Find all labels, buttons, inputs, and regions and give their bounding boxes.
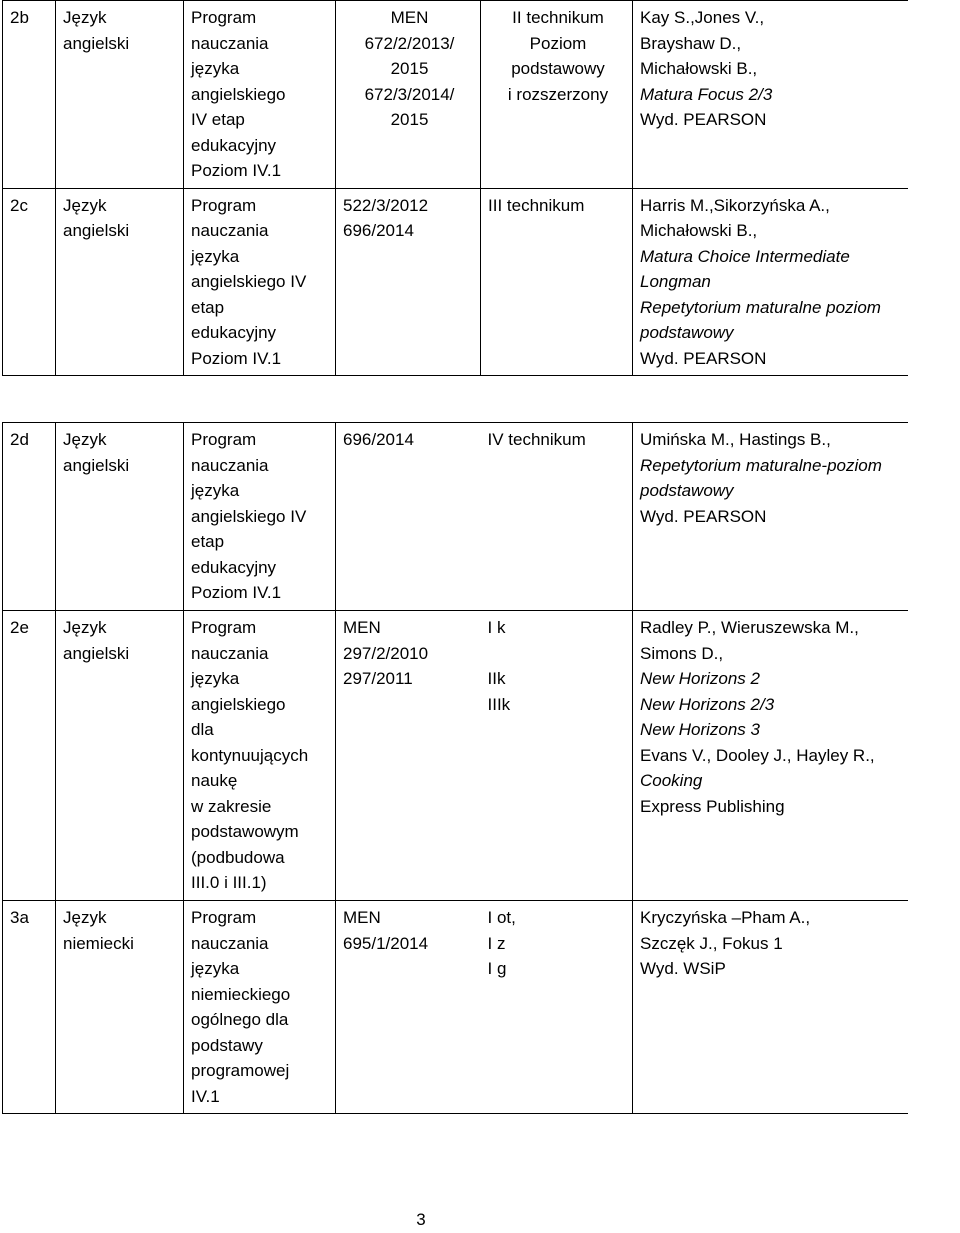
- textbook-line: Michałowski B.,: [640, 59, 758, 78]
- cell-line: angielski: [63, 643, 130, 663]
- cell-line: 696/2014: [343, 221, 414, 240]
- cell-line: w zakresie: [191, 796, 272, 816]
- curriculum-cell: [184, 901, 336, 1114]
- cell-line: języka: [191, 669, 240, 688]
- subject-cell: [56, 1, 184, 189]
- cell-line: angielski: [63, 33, 130, 53]
- curriculum-cell: [184, 611, 336, 901]
- curriculum-cell: [184, 1, 336, 189]
- subject-cell: [56, 611, 184, 901]
- cell-line: niemiecki: [63, 933, 134, 953]
- cell-line: Program: [191, 618, 257, 637]
- level-cell: [481, 1, 633, 189]
- cell-line: Program: [191, 8, 257, 27]
- cell-line: nauczania: [191, 455, 269, 475]
- cell-line: Poziom IV.1: [191, 583, 282, 602]
- class-cell: 2b: [3, 1, 56, 189]
- approval-number-cell: [336, 1, 481, 189]
- textbook-line: Matura Focus 2/3: [640, 84, 773, 104]
- cell-line: Poziom: [529, 33, 587, 53]
- textbook-line: Evans V., Dooley J., Hayley R.,: [640, 745, 875, 765]
- textbook-cell: [633, 188, 908, 376]
- cell-line: II technikum: [512, 8, 604, 27]
- cell-line: I ot,: [487, 908, 516, 927]
- textbook-line: Matura Choice Intermediate: [640, 246, 850, 266]
- cell-line: programowej: [191, 1061, 290, 1080]
- cell-line: języka: [191, 246, 240, 266]
- cell-line: etap: [191, 297, 225, 317]
- approval-number-cell: [336, 611, 481, 901]
- cell-line: angielski: [63, 221, 130, 240]
- cell-line: języka: [191, 959, 240, 978]
- subject-cell: [56, 901, 184, 1114]
- cell-line: 672/2/2013/: [364, 33, 455, 53]
- textbook-line: Express Publishing: [640, 796, 785, 816]
- textbook-line: podstawowy: [640, 481, 734, 500]
- cell-line: I z: [487, 933, 506, 953]
- approval-number-cell: [336, 901, 481, 1114]
- cell-line: Język: [63, 195, 107, 215]
- textbook-line: Simons D.,: [640, 643, 724, 663]
- cell-line: Język: [63, 430, 107, 449]
- table-row-2c: [3, 188, 908, 376]
- cell-line: nauczania: [191, 643, 269, 663]
- textbook-line: Umińska M., Hastings B.,: [640, 430, 831, 449]
- textbook-line: Wyd. PEARSON: [640, 110, 767, 129]
- cell-line: języka: [191, 481, 240, 500]
- textbook-line: Kay S.,Jones V.,: [640, 8, 765, 27]
- textbook-line: New Horizons 2: [640, 669, 760, 688]
- cell-line: 297/2/2010: [343, 643, 429, 663]
- cell-line: [488, 641, 629, 667]
- curriculum-cell: [184, 188, 336, 376]
- cell-line: IIk: [487, 669, 506, 688]
- textbook-line: Longman: [640, 272, 711, 291]
- table-row-2e: [3, 611, 908, 901]
- cell-line: podstawowy: [511, 59, 605, 78]
- textbook-table-top: [2, 0, 908, 376]
- subject-cell: [56, 188, 184, 376]
- table-row-2b: [3, 1, 908, 189]
- textbook-line: Wyd. WSiP: [640, 959, 726, 978]
- textbook-line: Repetytorium maturalne-poziom: [640, 455, 882, 475]
- curriculum-cell: [184, 423, 336, 611]
- cell-line: edukacyjny: [191, 557, 277, 577]
- cell-line: podstawowym: [191, 822, 299, 841]
- cell-line: 2015: [390, 59, 429, 78]
- cell-line: nauczania: [191, 933, 269, 953]
- textbook-line: Radley P., Wieruszewska M.,: [640, 618, 859, 637]
- cell-line: Język: [63, 618, 107, 637]
- cell-line: I k: [487, 618, 506, 637]
- cell-line: ogólnego dla: [191, 1010, 289, 1029]
- cell-line: kontynuujących: [191, 745, 309, 765]
- cell-line: dla: [191, 720, 214, 739]
- cell-line: edukacyjny: [191, 323, 277, 342]
- cell-line: nauczania: [191, 221, 269, 240]
- cell-line: 2015: [390, 110, 429, 129]
- textbook-line: Kryczyńska –Pham A.,: [640, 908, 811, 927]
- textbook-line: podstawowy: [640, 323, 734, 342]
- cell-line: edukacyjny: [191, 135, 277, 155]
- cell-line: Poziom IV.1: [191, 161, 282, 180]
- cell-line: Poziom IV.1: [191, 348, 282, 368]
- textbook-line: Wyd. PEARSON: [640, 506, 767, 526]
- textbook-line: Michałowski B.,: [640, 221, 758, 240]
- approval-number-cell: [336, 423, 481, 611]
- cell-line: III.0 i III.1): [191, 873, 267, 892]
- cell-line: MEN: [343, 618, 381, 637]
- cell-line: MEN: [343, 908, 381, 927]
- cell-line: nauczania: [191, 33, 269, 53]
- table-row-2d: [3, 423, 908, 611]
- textbook-table-bottom: [2, 422, 908, 1114]
- level-cell: [481, 423, 633, 611]
- level-cell: [481, 901, 633, 1114]
- level-cell: [481, 611, 633, 901]
- cell-line: języka: [191, 59, 240, 78]
- subject-cell: [56, 423, 184, 611]
- class-cell: 3a: [3, 901, 56, 1114]
- table-row-3a: [3, 901, 908, 1114]
- cell-line: IV.1: [191, 1086, 220, 1106]
- textbook-line: Szczęk J., Fokus 1: [640, 933, 783, 953]
- cell-line: 522/3/2012: [343, 195, 429, 215]
- cell-line: IV technikum: [487, 430, 586, 449]
- level-cell: [481, 188, 633, 376]
- cell-line: I g: [487, 959, 507, 978]
- cell-line: III technikum: [488, 195, 585, 215]
- cell-line: Program: [191, 908, 257, 927]
- cell-line: angielskiego: [191, 84, 286, 104]
- approval-number-cell: [336, 188, 481, 376]
- cell-line: Program: [191, 430, 257, 449]
- cell-line: 672/3/2014/: [364, 84, 455, 104]
- cell-line: angielskiego IV: [191, 506, 307, 526]
- cell-line: IV etap: [191, 110, 245, 129]
- cell-line: IIIk: [487, 694, 511, 714]
- cell-line: 297/2011: [343, 669, 413, 688]
- cell-line: niemieckiego: [191, 984, 291, 1004]
- class-cell: 2e: [3, 611, 56, 901]
- cell-line: i rozszerzony: [507, 84, 609, 104]
- textbook-cell: [633, 611, 908, 901]
- textbook-line: New Horizons 2/3: [640, 694, 775, 714]
- cell-line: 696/2014: [343, 430, 414, 449]
- cell-line: Język: [63, 8, 107, 27]
- textbook-line: New Horizons 3: [640, 720, 760, 739]
- textbook-cell: [633, 1, 908, 189]
- textbook-line: Brayshaw D.,: [640, 33, 742, 53]
- page-number: 3: [416, 1210, 426, 1229]
- class-cell: 2d: [3, 423, 56, 611]
- cell-line: angielskiego: [191, 694, 286, 714]
- cell-line: Język: [63, 908, 107, 927]
- class-cell: 2c: [3, 188, 56, 376]
- cell-line: MEN: [390, 8, 429, 27]
- textbook-cell: [633, 901, 908, 1114]
- textbook-line: Cooking: [640, 771, 703, 790]
- textbook-cell: [633, 423, 908, 611]
- textbook-line: Repetytorium maturalne poziom: [640, 297, 881, 317]
- cell-line: angielski: [63, 455, 130, 475]
- cell-line: naukę: [191, 771, 238, 790]
- cell-line: etap: [191, 532, 225, 551]
- textbook-line: Wyd. PEARSON: [640, 348, 767, 368]
- cell-line: Program: [191, 195, 257, 215]
- cell-line: 695/1/2014: [343, 933, 429, 953]
- cell-line: (podbudowa: [191, 847, 285, 867]
- textbook-line: Harris M.,Sikorzyńska A.,: [640, 195, 830, 215]
- cell-line: angielskiego IV: [191, 272, 307, 291]
- cell-line: podstawy: [191, 1035, 263, 1055]
